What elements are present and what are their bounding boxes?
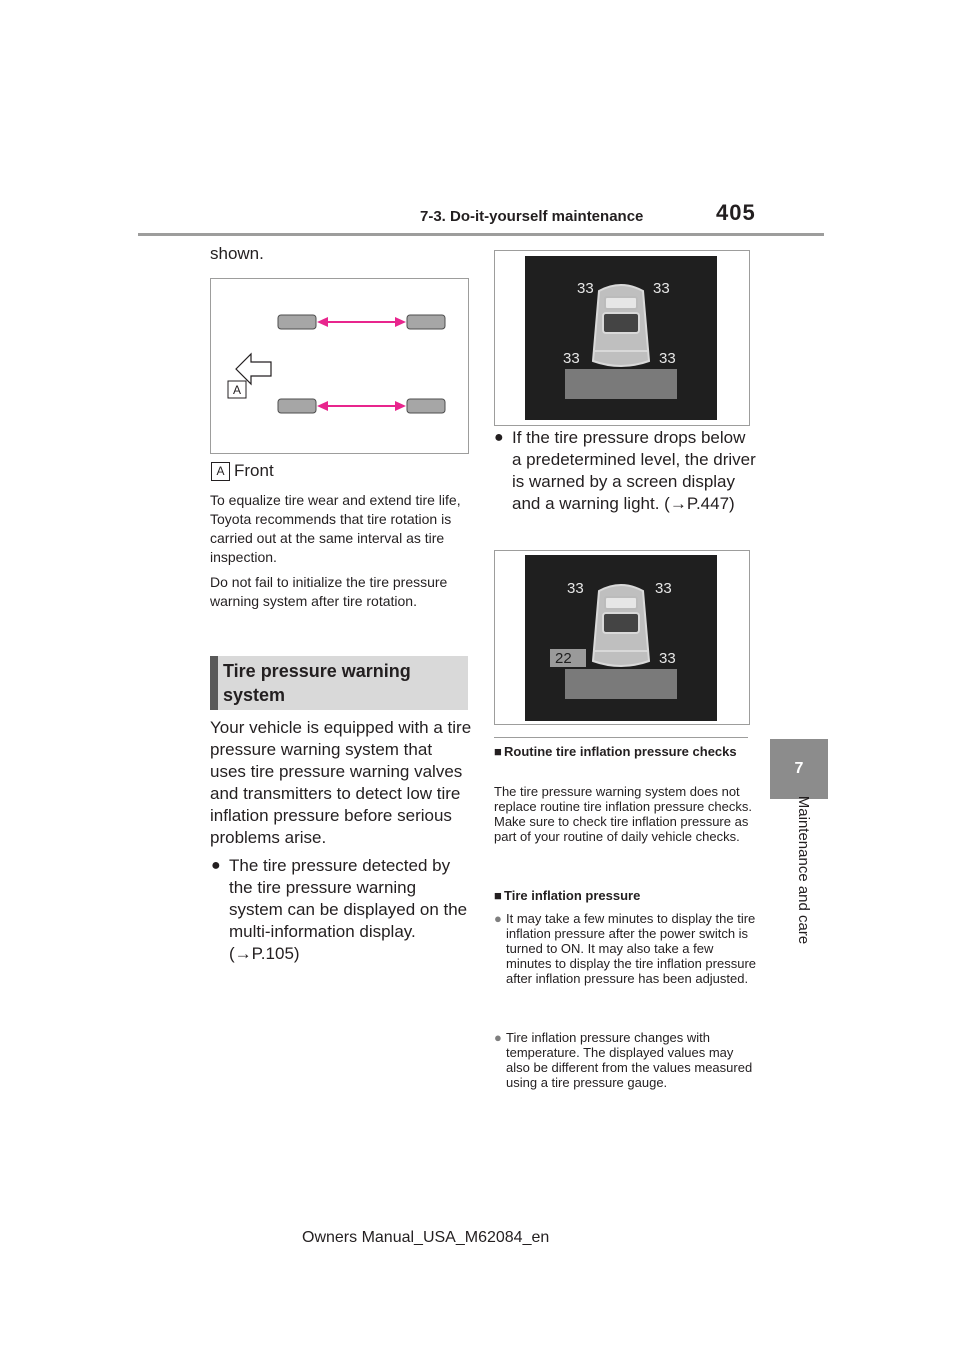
note-bullet-delay	[494, 911, 757, 1021]
tire-pressure-rl: 33	[563, 350, 580, 367]
legend-text: Front	[234, 461, 274, 480]
chapter-label: Maintenance and care	[795, 795, 812, 945]
bullet-icon: ●	[211, 857, 221, 874]
pressure-display-warning-figure	[494, 550, 750, 725]
bullet-text: The tire pressure detected by the tire pressure warning system can be displayed on the multi-information display. (→P.105)	[229, 856, 468, 963]
initialize-paragraph: Do not fail to initialize the tire pressure warning system after tire rotation.	[210, 574, 448, 609]
pressure-display-warning	[495, 551, 749, 724]
tire-pressure-fl: 33	[567, 580, 584, 597]
page-number: 405	[716, 200, 756, 225]
note-heading-inflation	[494, 888, 744, 903]
system-description: Your vehicle is equipped with a tire pressure warning system that uses tire pressure warning valves and transmitters to detect low tire inflation pressure before serious problems arise.	[210, 718, 472, 847]
section-title-box	[210, 656, 468, 710]
bullet-text: If the tire pressure drops below a predetermined level, the driver is warned by a screen display and a warning light. (→P.447)	[512, 428, 756, 513]
tire-pressure-fl: 33	[577, 280, 594, 297]
pressure-display-normal	[495, 251, 749, 425]
square-bullet-icon: ■	[494, 744, 502, 759]
rotation-paragraph: To equalize tire wear and extend tire life, Toyota recommends that tire rotation is carried out at the same interval as tire inspection.	[210, 492, 461, 565]
bullet-icon: ●	[494, 429, 504, 446]
note-heading-routine	[494, 744, 744, 759]
car-top-view-icon	[593, 285, 649, 366]
intro-text: shown.	[210, 244, 264, 263]
section-title-bar	[210, 656, 218, 710]
tire-pressure-rr: 33	[659, 350, 676, 367]
swap-arrow-top	[317, 317, 406, 327]
tire-rotation-diagram	[211, 279, 468, 453]
bullet-display-pressure	[211, 855, 473, 965]
tire-front-left	[278, 315, 316, 329]
circle-bullet-icon: ●	[494, 1030, 502, 1045]
tire-pressure-fr: 33	[653, 280, 670, 297]
pressure-display-normal-figure	[494, 250, 750, 426]
display-base-panel	[565, 369, 677, 399]
tire-rear-left	[278, 399, 316, 413]
chapter-number: 7	[794, 760, 804, 777]
tire-rear-right	[407, 399, 445, 413]
tire-pressure-rl: 22	[555, 650, 572, 667]
footer-text: Owners Manual_USA_M62084_en	[302, 1229, 550, 1246]
legend-front	[211, 461, 274, 481]
front-label-letter: A	[232, 383, 242, 397]
note-routine-text: The tire pressure warning system does not replace routine tire inflation pressure checks. Make sure to check tire inflation pressure as part of your routine of daily vehicle checks.	[494, 784, 752, 844]
legend-letter: A	[211, 462, 230, 481]
notes-divider	[494, 737, 748, 738]
tire-pressure-rr: 33	[659, 650, 676, 667]
tire-rotation-figure	[210, 278, 469, 454]
note-bullet-temperature	[494, 1030, 752, 1110]
circle-bullet-icon: ●	[494, 911, 502, 926]
section-title: Tire pressure warning system	[223, 661, 411, 705]
swap-arrow-bottom	[317, 401, 406, 411]
note-bullet-text: Tire inflation pressure changes with temperature. The displayed values may also be different from the values measured using a tire pressure gauge.	[506, 1030, 753, 1090]
section-heading: 7-3. Do-it-yourself maintenance	[420, 208, 644, 225]
bullet-warning	[494, 427, 756, 537]
display-base-panel	[565, 669, 677, 699]
tire-pressure-fr: 33	[655, 580, 672, 597]
header-rule	[138, 233, 824, 236]
square-bullet-icon: ■	[494, 888, 502, 903]
note-bullet-text: It may take a few minutes to display the tire inflation pressure after the power switch is turned to ON. It may also take a few minutes to display the tire inflation pressure after inflation pressure has been adjusted.	[506, 911, 757, 986]
note-heading-text: Tire inflation pressure	[504, 888, 641, 903]
note-heading-text: Routine tire inflation pressure checks	[504, 744, 737, 759]
front-direction-arrow	[236, 354, 271, 384]
car-top-view-icon	[593, 585, 649, 666]
tire-front-right	[407, 315, 445, 329]
